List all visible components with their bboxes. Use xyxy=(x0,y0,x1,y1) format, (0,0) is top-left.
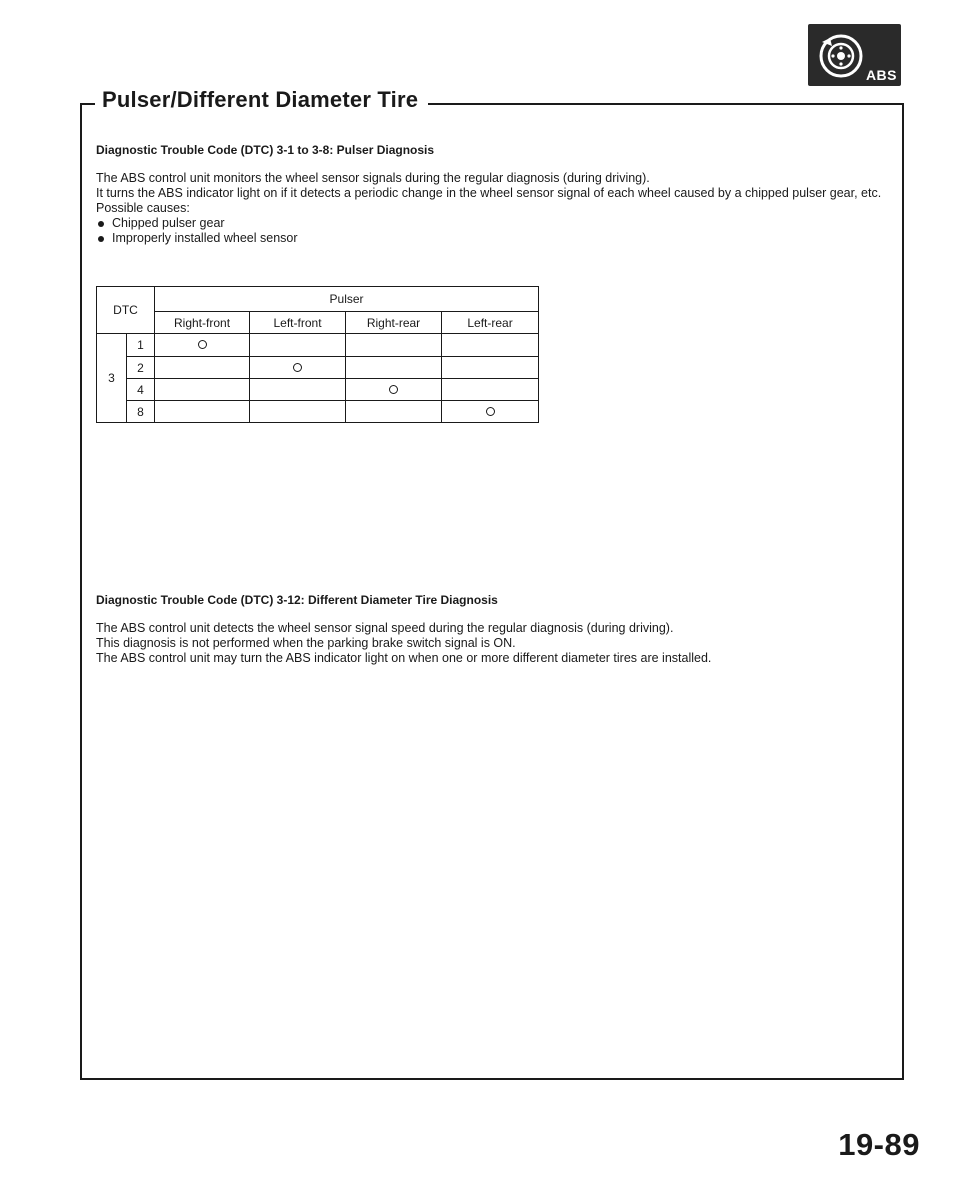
dtc-sub-code: 2 xyxy=(127,357,155,379)
column-header-left-front: Left-front xyxy=(250,312,346,334)
mark-cell xyxy=(155,379,250,401)
mark-cell xyxy=(250,379,346,401)
mark-cell xyxy=(442,357,539,379)
frame-top-line-left xyxy=(80,103,95,105)
table-row xyxy=(97,357,539,379)
cause-item: Improperly installed wheel sensor xyxy=(96,231,886,246)
abs-logo xyxy=(808,24,901,86)
tire-description-line: This diagnosis is not performed when the parking brake switch signal is ON. xyxy=(96,636,516,650)
pulser-header: Pulser xyxy=(155,287,539,312)
column-header-left-rear: Left-rear xyxy=(442,312,539,334)
tire-description-line: The ABS control unit may turn the ABS indicator light on when one or more different diameter tires are installed. xyxy=(96,651,712,665)
mark-cell xyxy=(250,401,346,423)
dtc-sub-code: 4 xyxy=(127,379,155,401)
pulser-diagnosis-heading: Diagnostic Trouble Code (DTC) 3-1 to 3-8: Pulser Diagnosis xyxy=(96,143,435,157)
mark-cell xyxy=(442,401,539,423)
dtc-main-code: 3 xyxy=(97,334,127,423)
circle-mark xyxy=(486,407,495,416)
dtc-header: DTC xyxy=(97,287,155,334)
pulser-description-line: The ABS control unit monitors the wheel sensor signals during the regular diagnosis (during driving). xyxy=(96,171,650,185)
circle-mark xyxy=(198,340,207,349)
mark-cell xyxy=(346,357,442,379)
tire-description-line: The ABS control unit detects the wheel sensor signal speed during the regular diagnosis (during driving). xyxy=(96,621,674,635)
mark-cell xyxy=(442,379,539,401)
page-number: 19-89 xyxy=(838,1127,920,1162)
mark-cell xyxy=(346,334,442,357)
table-row xyxy=(97,379,539,401)
mark-cell xyxy=(442,334,539,357)
tire-diagnosis-section xyxy=(96,593,886,666)
abs-logo-text: ABS xyxy=(865,67,897,83)
mark-cell xyxy=(155,334,250,357)
mark-cell xyxy=(155,357,250,379)
mark-cell xyxy=(250,357,346,379)
table-row xyxy=(97,334,539,357)
circle-mark xyxy=(293,363,302,372)
pulser-description-line: It turns the ABS indicator light on if it detects a periodic change in the wheel sensor signal of each wheel caused by a chipped pulser gear, etc. xyxy=(96,186,882,200)
cause-item: Chipped pulser gear xyxy=(96,216,886,231)
content-frame xyxy=(80,103,904,1080)
circle-mark xyxy=(389,385,398,394)
tire-diagnosis-heading: Diagnostic Trouble Code (DTC) 3-12: Different Diameter Tire Diagnosis xyxy=(96,593,498,607)
dtc-pulser-table xyxy=(96,286,539,423)
possible-causes-label: Possible causes: xyxy=(96,201,190,215)
column-header-right-rear: Right-rear xyxy=(346,312,442,334)
mark-cell xyxy=(155,401,250,423)
mark-cell xyxy=(250,334,346,357)
pulser-diagnosis-section xyxy=(96,143,886,246)
mark-cell xyxy=(346,401,442,423)
table-row xyxy=(97,401,539,423)
page-title: Pulser/Different Diameter Tire xyxy=(102,87,419,112)
column-header-right-front: Right-front xyxy=(155,312,250,334)
dtc-sub-code: 8 xyxy=(127,401,155,423)
mark-cell xyxy=(346,379,442,401)
possible-causes-list xyxy=(96,216,886,246)
dtc-sub-code: 1 xyxy=(127,334,155,357)
frame-top-line-right xyxy=(428,103,902,105)
